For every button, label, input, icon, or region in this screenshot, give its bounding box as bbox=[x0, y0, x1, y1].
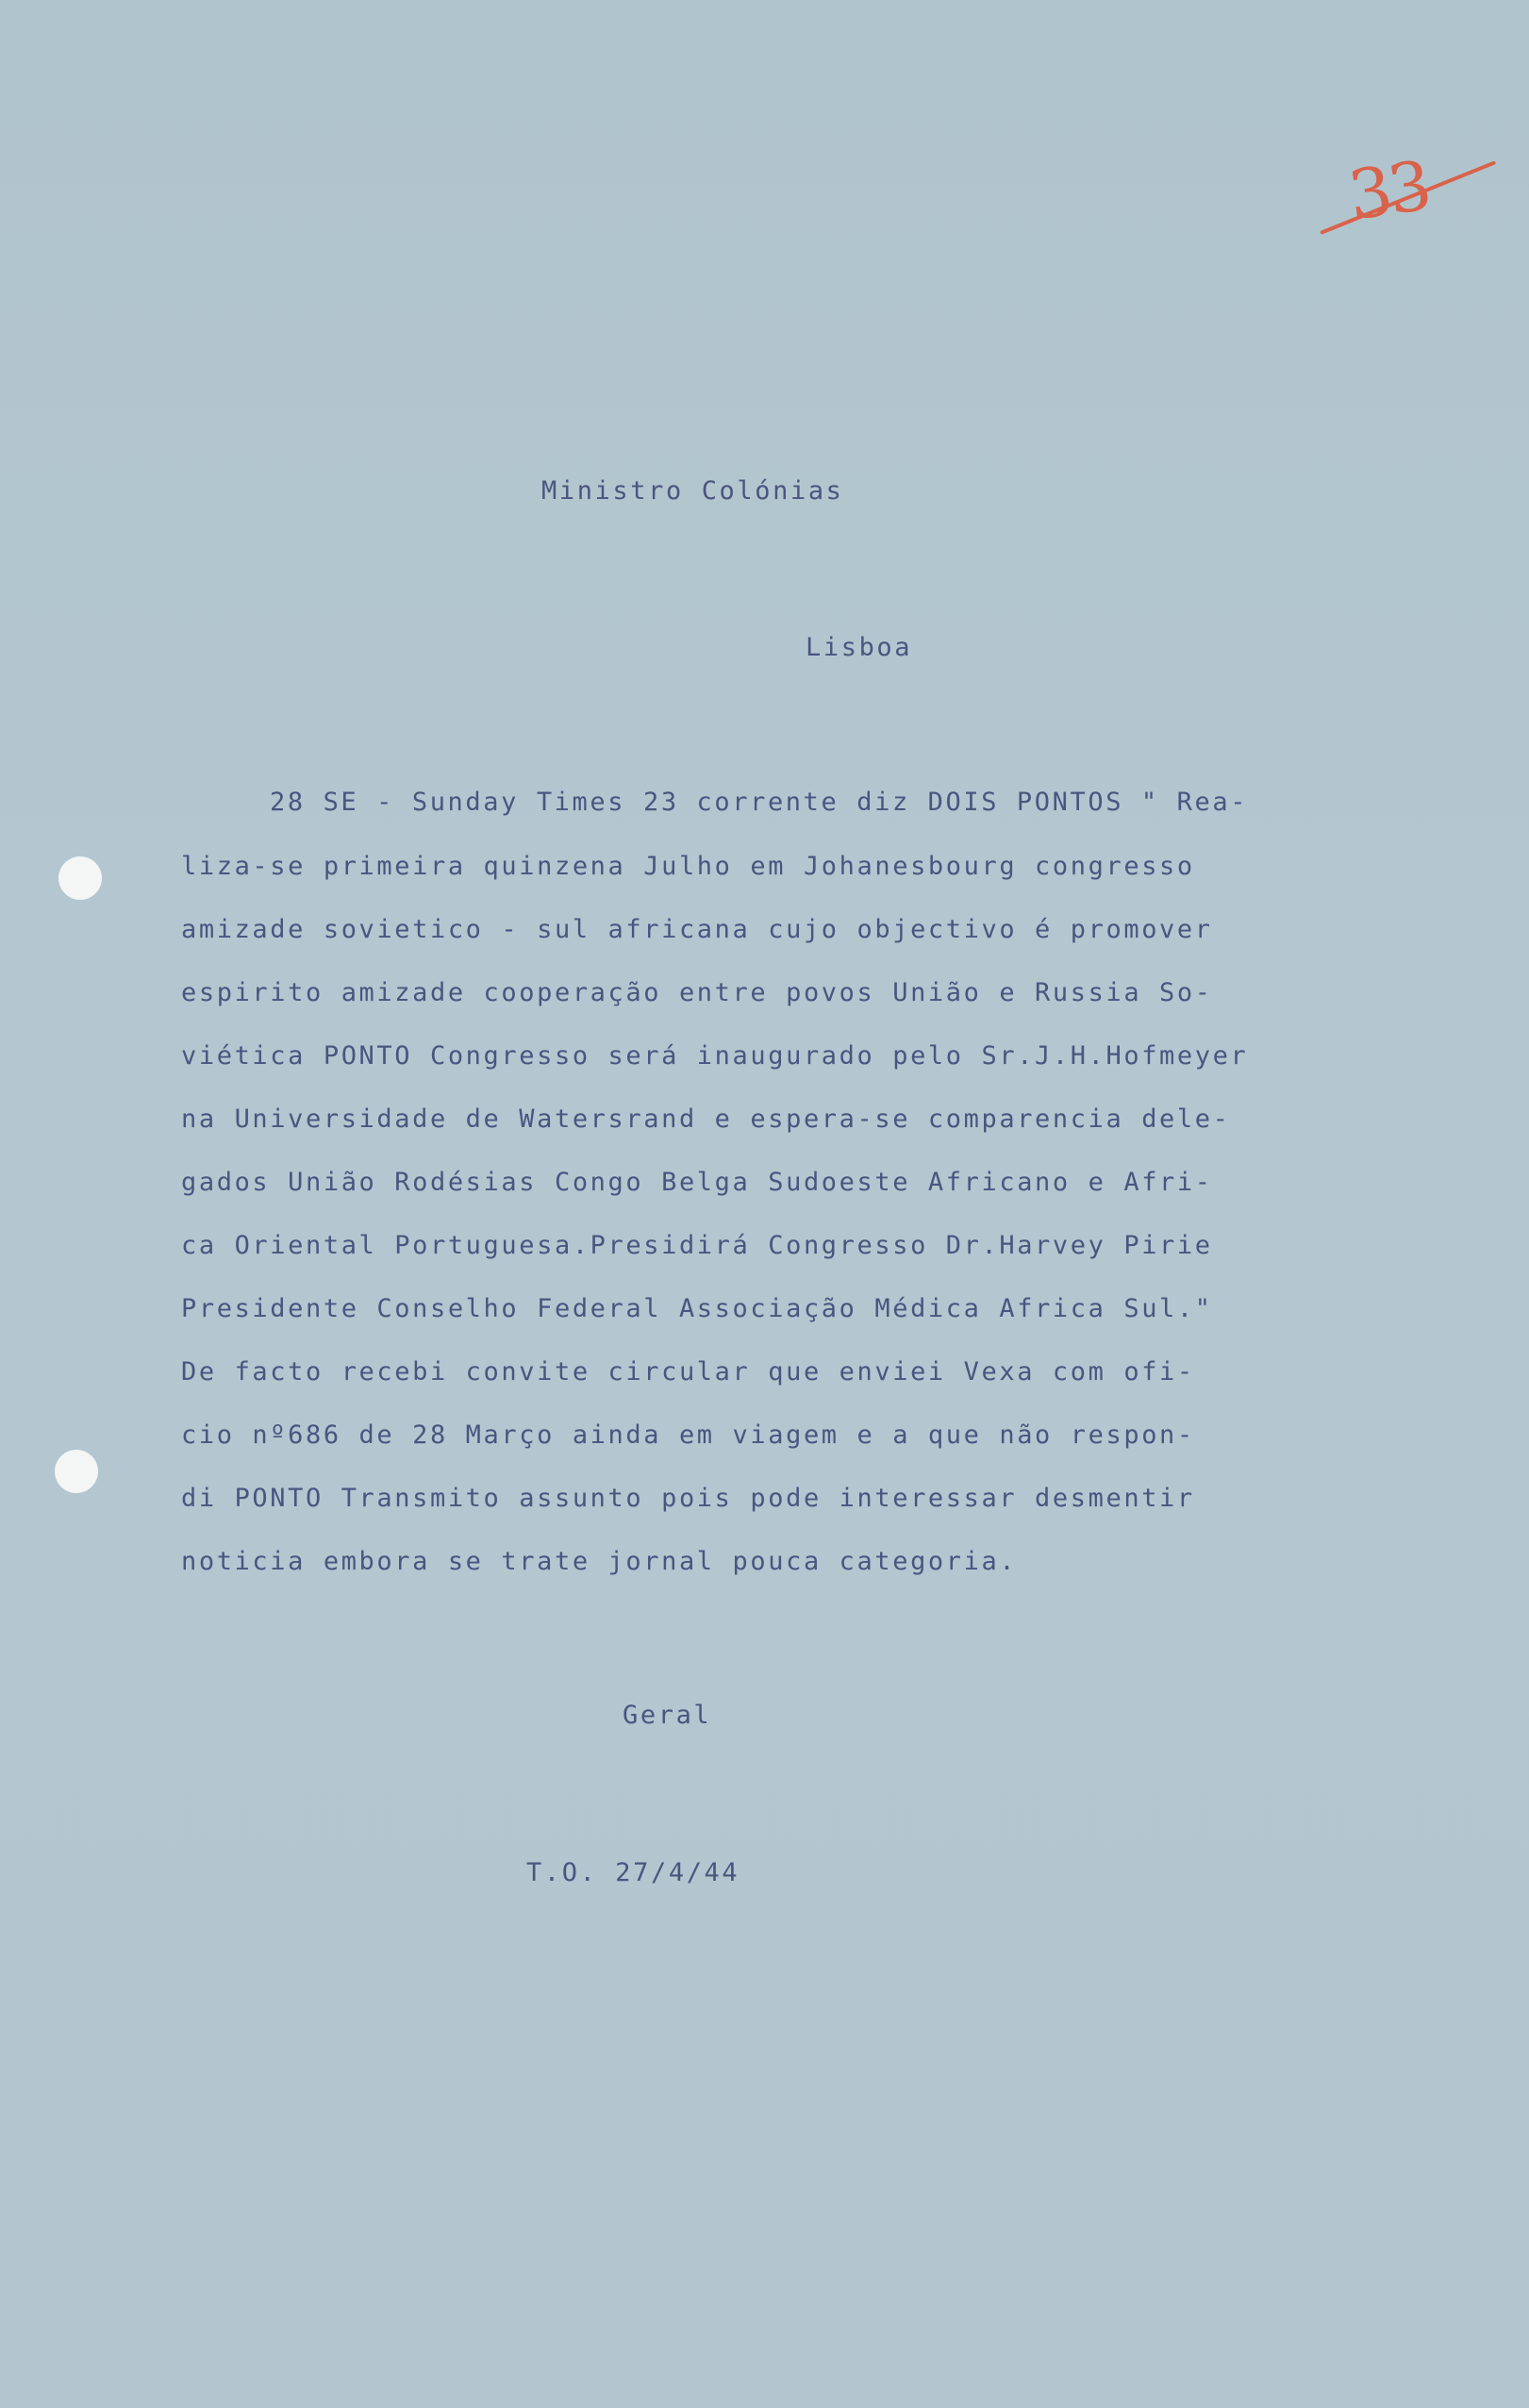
body-line-5: viética PONTO Congresso será inaugurado pelo Sr.J.H.Hofmeyer bbox=[181, 1041, 1249, 1071]
city-line: Lisboa bbox=[806, 633, 913, 662]
body-line-8: ca Oriental Portuguesa.Presidirá Congresso Dr.Harvey Pirie bbox=[181, 1231, 1213, 1260]
body-line-4: espirito amizade cooperação entre povos União e Russia So- bbox=[181, 978, 1213, 1007]
punch-hole-bottom bbox=[55, 1450, 98, 1493]
reference-line: T.O. 27/4/44 bbox=[526, 1858, 740, 1887]
body-line-1: 28 SE - Sunday Times 23 corrente diz DOIS PONTOS " Rea- bbox=[270, 788, 1249, 817]
body-line-6: na Universidade de Watersrand e espera-se comparencia dele- bbox=[181, 1104, 1231, 1134]
punch-hole-top bbox=[58, 856, 102, 900]
body-line-2: liza-se primeira quinzena Julho em Johanesbourg congresso bbox=[181, 852, 1195, 881]
body-line-12: di PONTO Transmito assunto pois pode interessar desmentir bbox=[181, 1484, 1195, 1513]
body-line-7: gados União Rodésias Congo Belga Sudoeste Africano e Afri- bbox=[181, 1168, 1213, 1197]
body-line-9: Presidente Conselho Federal Associação Médica Africa Sul." bbox=[181, 1294, 1213, 1323]
handwritten-page-number: 33 bbox=[1343, 145, 1434, 236]
signature-line: Geral bbox=[623, 1701, 712, 1730]
body-line-13: noticia embora se trate jornal pouca categoria. bbox=[181, 1547, 1018, 1576]
body-line-11: cio nº686 de 28 Março ainda em viagem e a que não respon- bbox=[181, 1420, 1195, 1450]
body-line-3: amizade sovietico - sul africana cujo objectivo é promover bbox=[181, 915, 1213, 944]
body-line-10: De facto recebi convite circular que enviei Vexa com ofi- bbox=[181, 1357, 1195, 1387]
recipient-line: Ministro Colónias bbox=[541, 476, 844, 506]
